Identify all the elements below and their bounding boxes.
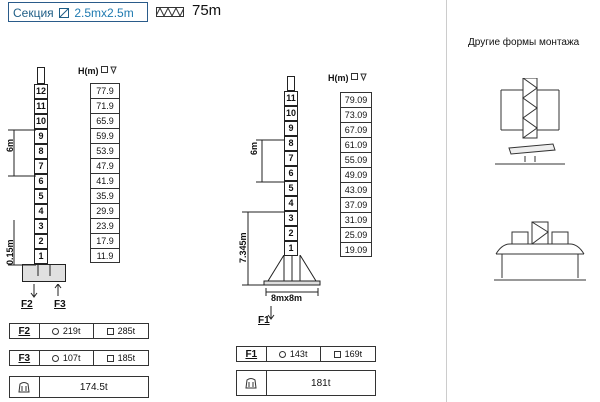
square-section-icon <box>59 8 69 18</box>
mast-section: 9 <box>34 129 48 144</box>
height-value: 77.9 <box>91 84 119 99</box>
mast-section: 2 <box>284 226 298 241</box>
mast-section: 7 <box>284 151 298 166</box>
h-label: H(m) <box>328 73 349 83</box>
mast-section: 1 <box>284 241 298 256</box>
force-f3-label: F3 <box>54 299 66 310</box>
height-value: 19.09 <box>344 245 368 255</box>
height-value: 53.9 <box>91 144 119 159</box>
mast-section: 7 <box>34 159 48 174</box>
tower-a-h-header <box>78 66 117 76</box>
mast-section: 11 <box>284 91 298 106</box>
tower-a-load-row-f2 <box>9 323 149 339</box>
section-size: 2.5mx2.5m <box>74 6 134 20</box>
counterweight-icon <box>17 381 31 393</box>
tower-b-h-header <box>328 73 367 83</box>
load-value: 107t <box>62 353 81 363</box>
mast-section: 2 <box>34 234 48 249</box>
section-size-box <box>8 2 148 22</box>
load-value: 169t <box>344 349 363 359</box>
height-value: 73.09 <box>341 108 371 123</box>
mast-section: 10 <box>284 106 298 121</box>
tower-b-heights <box>340 92 372 257</box>
height-value: 25.09 <box>341 228 371 243</box>
load-key: F2 <box>18 325 31 337</box>
mast-section: 5 <box>34 189 48 204</box>
square-icon <box>334 351 341 358</box>
height-value: 59.9 <box>91 129 119 144</box>
mast-head <box>287 76 295 91</box>
mast-section: 4 <box>34 204 48 219</box>
height-value: 43.09 <box>341 183 371 198</box>
mast-section: 1 <box>34 249 48 264</box>
mast-section: 12 <box>34 84 48 99</box>
height-value: 31.09 <box>341 213 371 228</box>
tower-a-load-row-f3 <box>9 350 149 366</box>
load-value: 185t <box>117 353 136 363</box>
h-label: H(m) <box>78 66 99 76</box>
height-value: 71.9 <box>91 99 119 114</box>
mast-section: 10 <box>34 114 48 129</box>
height-value: 47.9 <box>91 159 119 174</box>
dot-icon <box>52 355 59 362</box>
height-value: 55.09 <box>341 153 371 168</box>
mast-section: 8 <box>284 136 298 151</box>
height-value: 17.9 <box>91 234 119 249</box>
height-value: 41.9 <box>91 174 119 189</box>
other-form-gantry-sketch <box>494 220 586 290</box>
tower-a-weight-row <box>9 376 149 398</box>
height-value: 49.09 <box>341 168 371 183</box>
mast-section: 11 <box>34 99 48 114</box>
mast-section: 8 <box>34 144 48 159</box>
tower-b-footprint: 8mx8m <box>271 293 303 303</box>
tower-b-weight-row <box>236 370 376 396</box>
tower-a-base-dim: 0.15m <box>5 239 15 265</box>
tower-b-load-row-f1 <box>236 346 376 362</box>
crane-hook-icon <box>351 73 367 83</box>
tower-b-mast <box>284 91 298 256</box>
tower-a-force-arrows <box>28 284 64 300</box>
height-value: 35.9 <box>91 189 119 204</box>
dot-icon <box>52 328 59 335</box>
tower-a-section-dim: 6m <box>5 138 15 152</box>
divider <box>446 0 447 402</box>
height-value: 79.09 <box>341 93 371 108</box>
load-value: 285t <box>117 326 136 336</box>
tower-a-heights <box>90 83 120 263</box>
height-value: 11.9 <box>96 251 114 261</box>
mast-head <box>37 67 45 84</box>
height-value: 61.09 <box>341 138 371 153</box>
tower-a-mast <box>34 84 48 264</box>
height-value: 23.9 <box>91 219 119 234</box>
other-forms-title: Другие формы монтажа <box>468 37 580 48</box>
section-label: Секция <box>13 6 54 20</box>
other-form-tower-sketch <box>495 78 565 168</box>
lattice-mast-icon <box>156 6 184 18</box>
mast-section: 6 <box>34 174 48 189</box>
tower-b-base-dim: 7.345m <box>238 232 248 263</box>
mast-section: 3 <box>284 211 298 226</box>
square-icon <box>107 355 114 362</box>
crane-hook-icon <box>101 66 117 76</box>
max-height: 75m <box>192 2 222 19</box>
mast-section: 6 <box>284 166 298 181</box>
height-value: 65.9 <box>91 114 119 129</box>
load-value: 219t <box>62 326 81 336</box>
mast-section: 4 <box>284 196 298 211</box>
force-f1-label: F1 <box>258 315 270 326</box>
tower-b-section-dim: 6m <box>249 141 259 155</box>
dot-icon <box>279 351 286 358</box>
mast-section: 9 <box>284 121 298 136</box>
height-value: 67.09 <box>341 123 371 138</box>
tower-b-dimensions <box>238 130 284 290</box>
load-key: F1 <box>245 348 258 360</box>
load-key: F3 <box>18 352 31 364</box>
square-icon <box>107 328 114 335</box>
force-f2-label: F2 <box>21 299 33 310</box>
counterweight-icon <box>244 377 258 389</box>
tower-b-weight: 181t <box>311 377 331 389</box>
load-value: 143t <box>289 349 308 359</box>
height-value: 29.9 <box>91 204 119 219</box>
mast-section: 3 <box>34 219 48 234</box>
tower-a-weight: 174.5t <box>79 381 108 393</box>
mast-section: 5 <box>284 181 298 196</box>
height-value: 37.09 <box>341 198 371 213</box>
